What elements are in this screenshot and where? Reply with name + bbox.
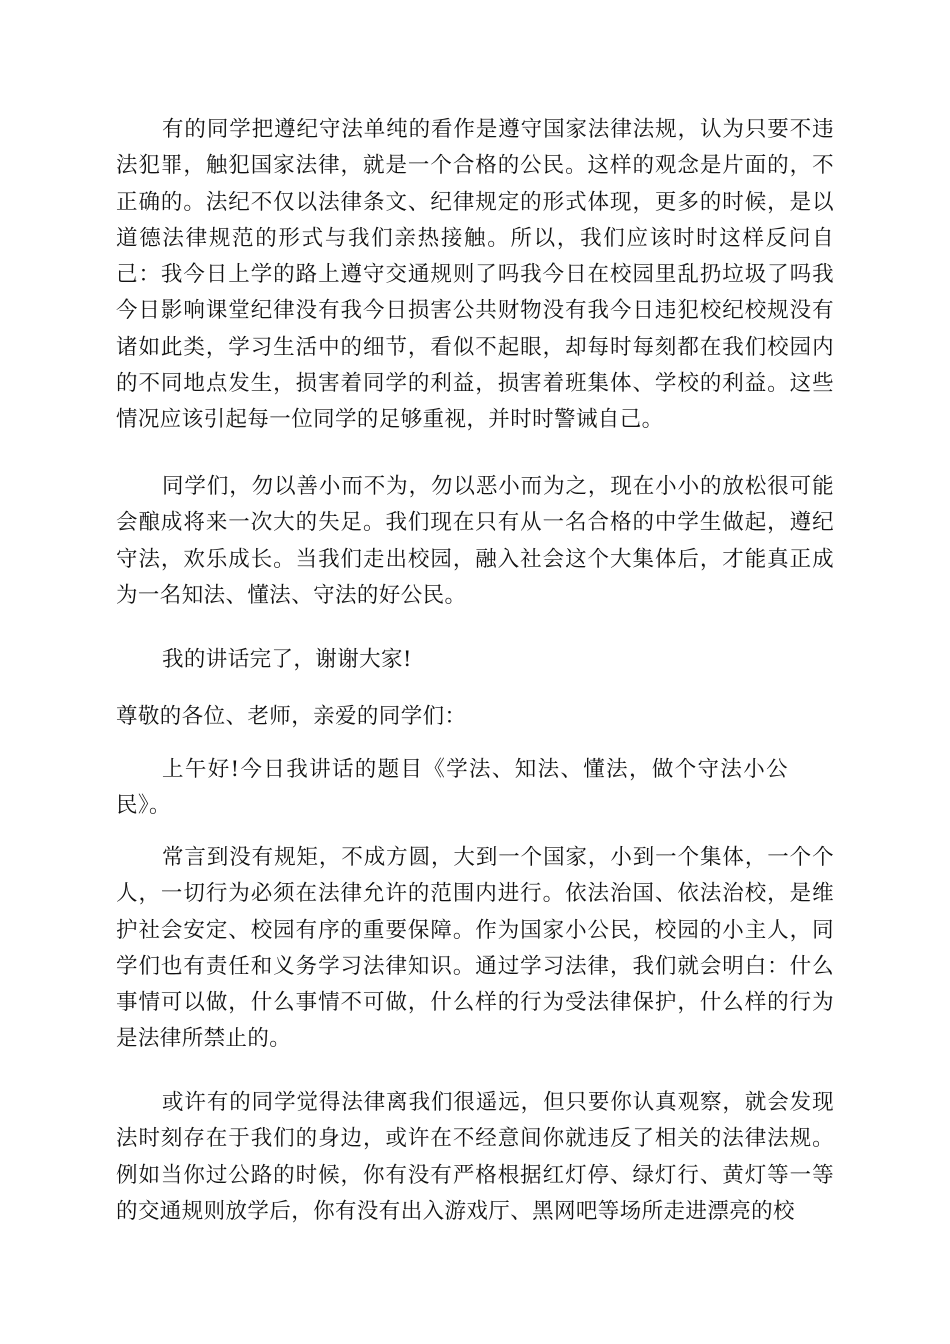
paragraph-small-matters: 同学们，勿以善小而不为，勿以恶小而为之，现在小小的放松很可能会酿成将来一次大的失足。我们现在只有从一名合格的中学生做起，遵纪守法，欢乐成长。当我们走出校园，融入社会这个大集体后，才能真正成为一名知法、懂法、守法的好公民。	[116, 474, 834, 608]
paragraph-speech-title: 上午好!今日我讲话的题目《学法、知法、懂法，做个守法小公民》。	[116, 757, 788, 819]
paragraph-law-around-us: 或许有的同学觉得法律离我们很遥远，但只要你认真观察，就会发现法时刻存在于我们的身边，或许在不经意间你就违反了相关的法律法规。例如当你过公路的时候，你有没有严格根据红灯停、绿灯行、黄灯等一等的交通规则放学后，你有没有出入游戏厅、黑网吧等场所走进漂亮的校	[116, 1090, 834, 1224]
paragraph-closing-thanks: 我的讲话完了，谢谢大家!	[162, 647, 412, 672]
paragraph-rules-and-order: 常言到没有规矩，不成方圆，大到一个国家，小到一个集体，一个个人，一切行为必须在法律允许的范围内进行。依法治国、依法治校，是维护社会安定、校园有序的重要保障。作为国家小公民，校园的小主人，同学们也有责任和义务学习法律知识。通过学习法律，我们就会明白：什么事情可以做，什么事情不可做，什么样的行为受法律保护，什么样的行为是法律所禁止的。	[116, 845, 834, 1052]
paragraph-salutation: 尊敬的各位、老师，亲爱的同学们：	[116, 704, 467, 729]
paragraph-law-awareness: 有的同学把遵纪守法单纯的看作是遵守国家法律法规，认为只要不违法犯罪，触犯国家法律，就是一个合格的公民。这样的观念是片面的，不正确的。法纪不仅以法律条文、纪律规定的形式体现，更多的时候，是以道德法律规范的形式与我们亲热接触。所以，我们应该时时这样反问自己：我今日上学的路上遵守交通规则了吗我今日在校园里乱扔垃圾了吗我今日影响课堂纪律没有我今日损害公共财物没有我今日违犯校纪校规没有诸如此类，学习生活中的细节，看似不起眼，却每时每刻都在我们校园内的不同地点发生，损害着同学的利益，损害着班集体、学校的利益。这些情况应该引起每一位同学的足够重视，并时时警诫自己。	[116, 117, 834, 433]
